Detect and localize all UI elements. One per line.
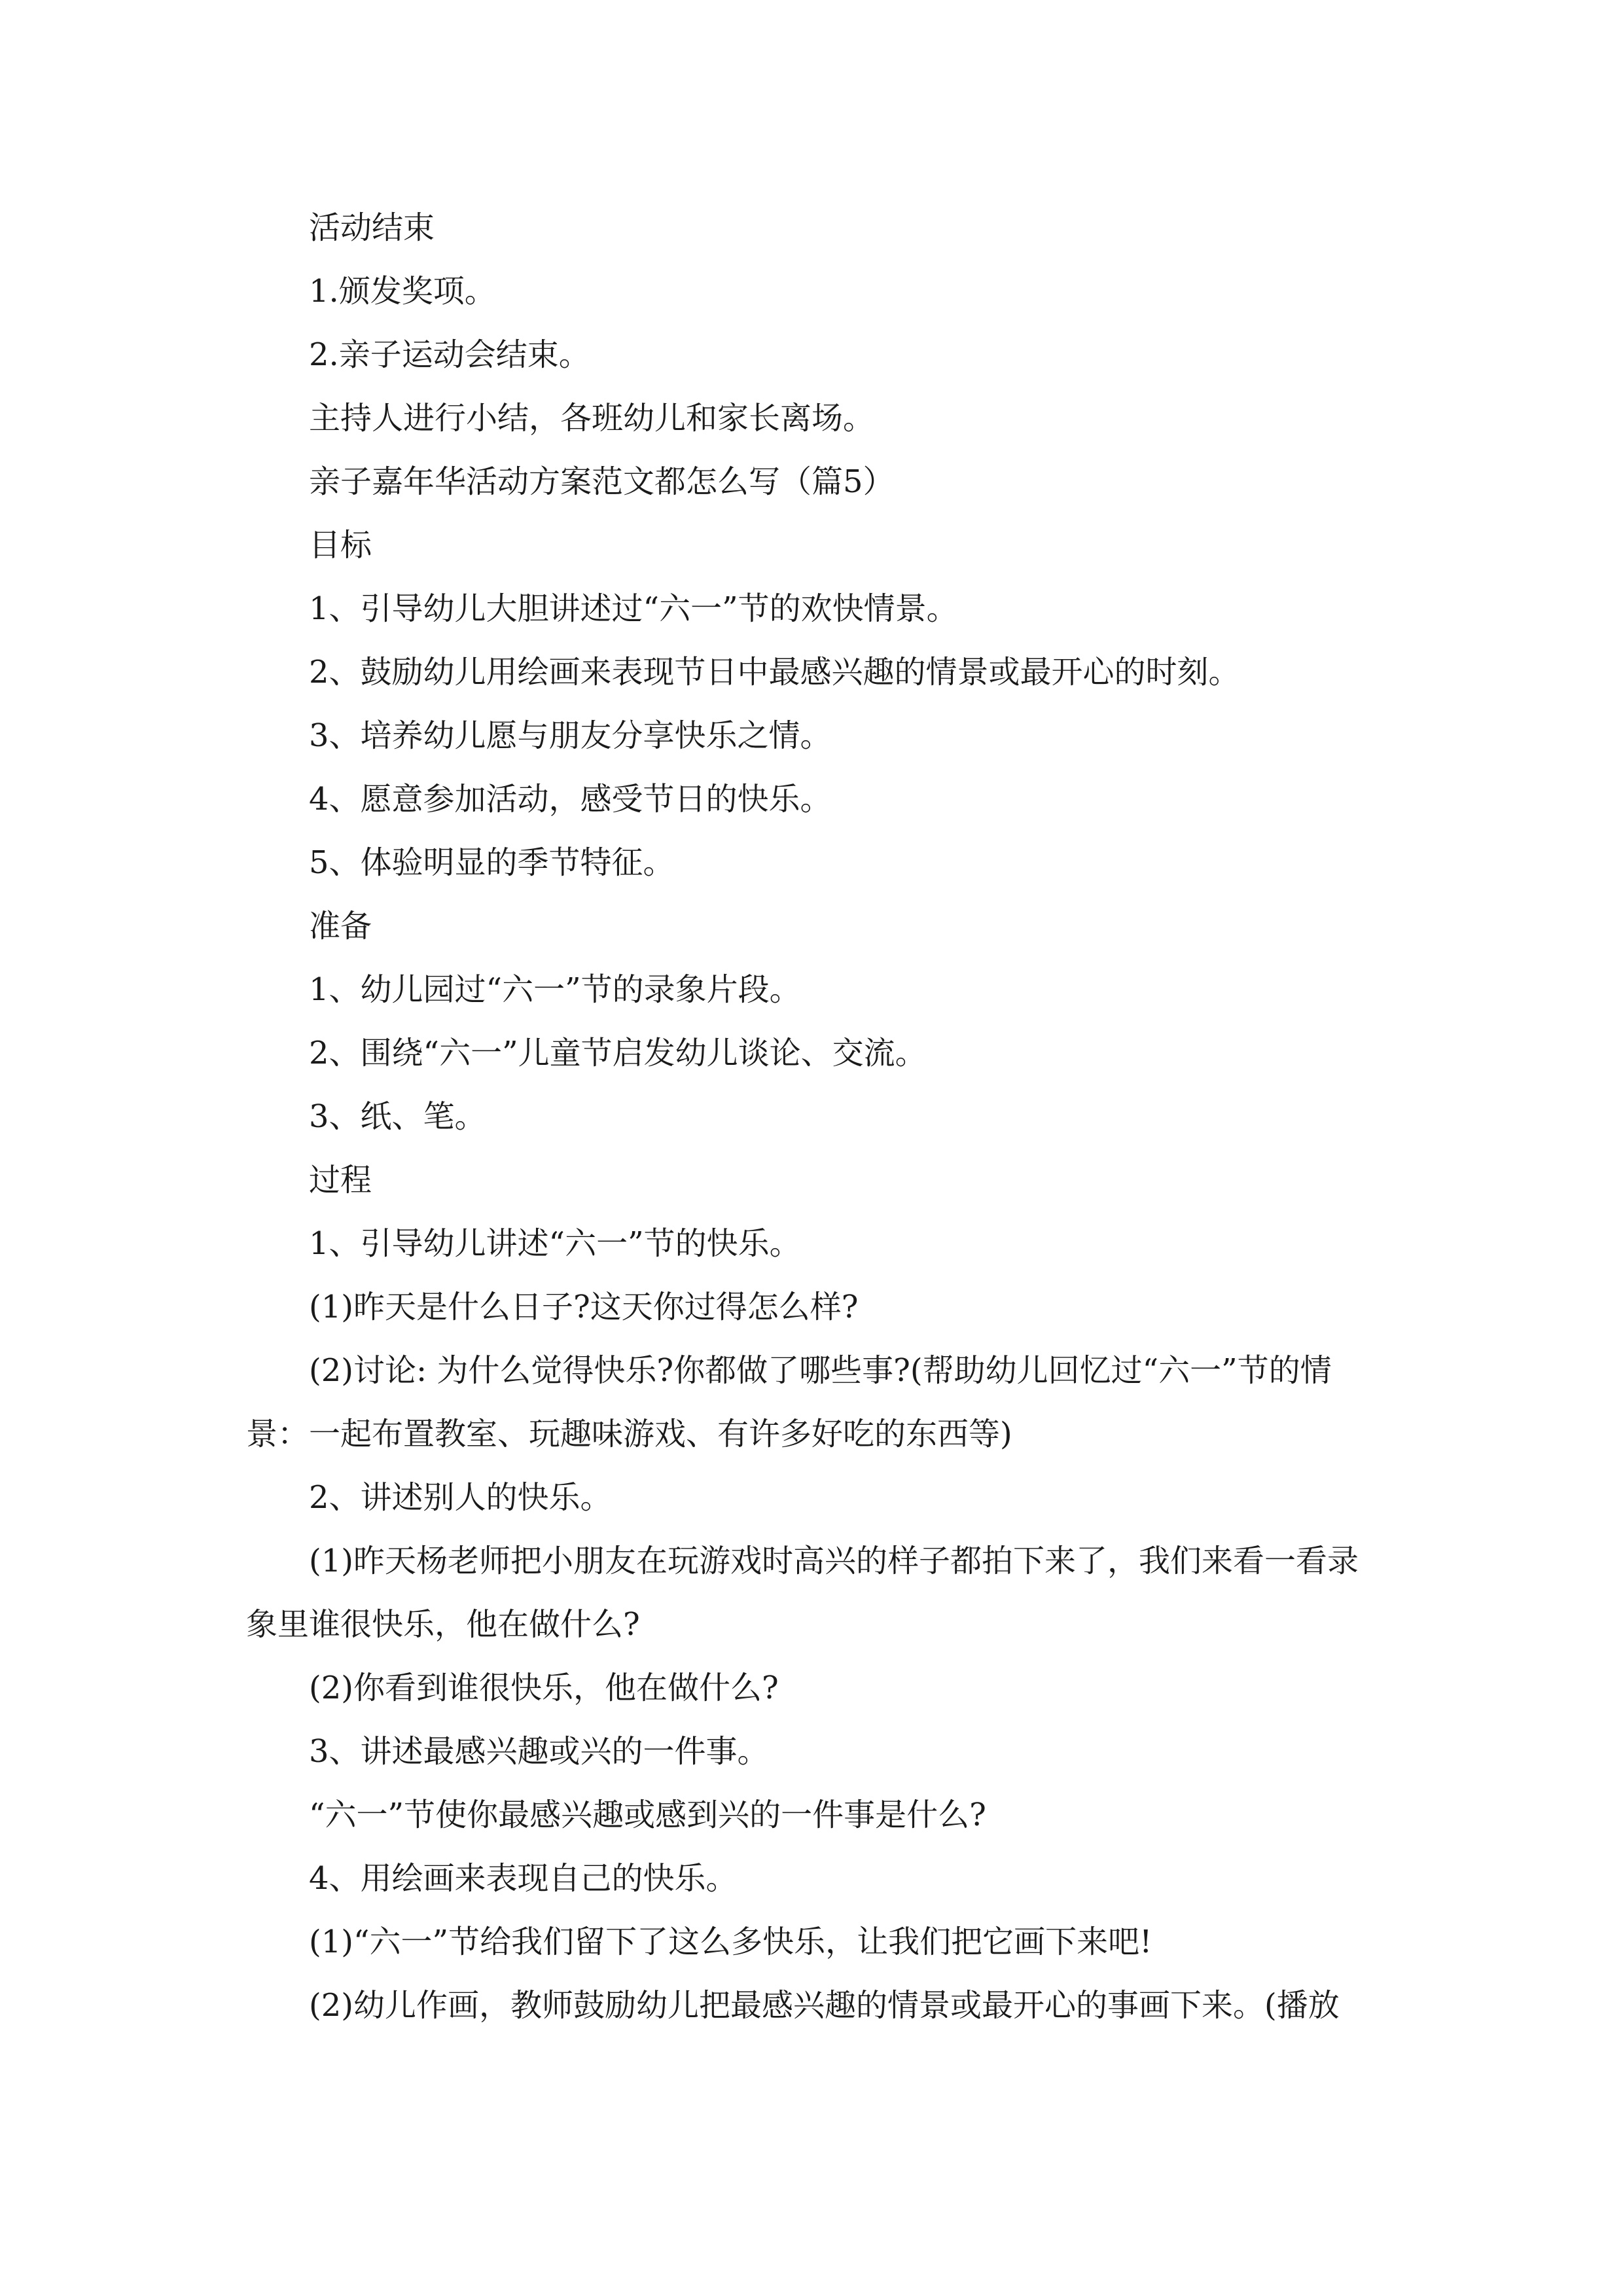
sub-item: (2)讨论: 为什么觉得快乐?你都做了哪些事?(帮助幼儿回忆过“六一”节的情景：一起布置教室、玩趣味游戏、有许多好吃的东西等)	[246, 1352, 1332, 1452]
paragraph: 1.颁发奖项。	[309, 273, 496, 310]
list-item: 5、体验明显的季节特征。	[309, 844, 675, 881]
list-item: 2、鼓励幼儿用绘画来表现节日中最感兴趣的情景或最开心的时刻。	[309, 654, 1240, 691]
paragraph: 2.亲子运动会结束。	[309, 336, 590, 373]
list-item: 1、引导幼儿大胆讲述过“六一”节的欢快情景。	[309, 590, 958, 627]
sub-item: (2)幼儿作画，教师鼓励幼儿把最感兴趣的情景或最开心的事画下来。(播放	[309, 1987, 1340, 2024]
list-item: 4、愿意参加活动，感受节日的快乐。	[309, 781, 832, 817]
sub-item: (1)“六一”节给我们留下了这么多快乐，让我们把它画下来吧!	[309, 1924, 1152, 1960]
list-item: 4、用绘画来表现自己的快乐。	[309, 1860, 738, 1897]
sub-item: (1)昨天杨老师把小朋友在玩游戏时高兴的样子都拍下来了，我们来看一看录象里谁很快乐，他在做什么?	[246, 1543, 1359, 1643]
list-item: 2、围绕“六一”儿童节启发幼儿谈论、交流。	[309, 1035, 927, 1071]
section-heading-goals: 目标	[309, 527, 372, 564]
paragraph: “六一”节使你最感兴趣或感到兴的一件事是什么?	[309, 1797, 986, 1833]
list-item: 2、讲述别人的快乐。	[309, 1479, 612, 1516]
article-title: 亲子嘉年华活动方案范文都怎么写（篇5）	[309, 463, 895, 500]
list-item: 1、幼儿园过“六一”节的录象片段。	[309, 971, 801, 1008]
paragraph: 主持人进行小结，各班幼儿和家长离场。	[309, 400, 875, 437]
sub-item: (1)昨天是什么日子?这天你过得怎么样?	[309, 1289, 859, 1325]
list-item: 3、培养幼儿愿与朋友分享快乐之情。	[309, 717, 832, 754]
list-item: 3、讲述最感兴趣或兴的一件事。	[309, 1733, 769, 1770]
section-heading-preparation: 准备	[309, 908, 372, 944]
document-body	[246, 196, 1378, 2037]
section-heading-activity-end: 活动结束	[309, 209, 435, 246]
list-item: 1、引导幼儿讲述“六一”节的快乐。	[309, 1225, 801, 1262]
section-heading-process: 过程	[309, 1162, 372, 1198]
sub-item: (2)你看到谁很快乐，他在做什么?	[309, 1670, 779, 1706]
list-item: 3、纸、笔。	[309, 1098, 486, 1135]
